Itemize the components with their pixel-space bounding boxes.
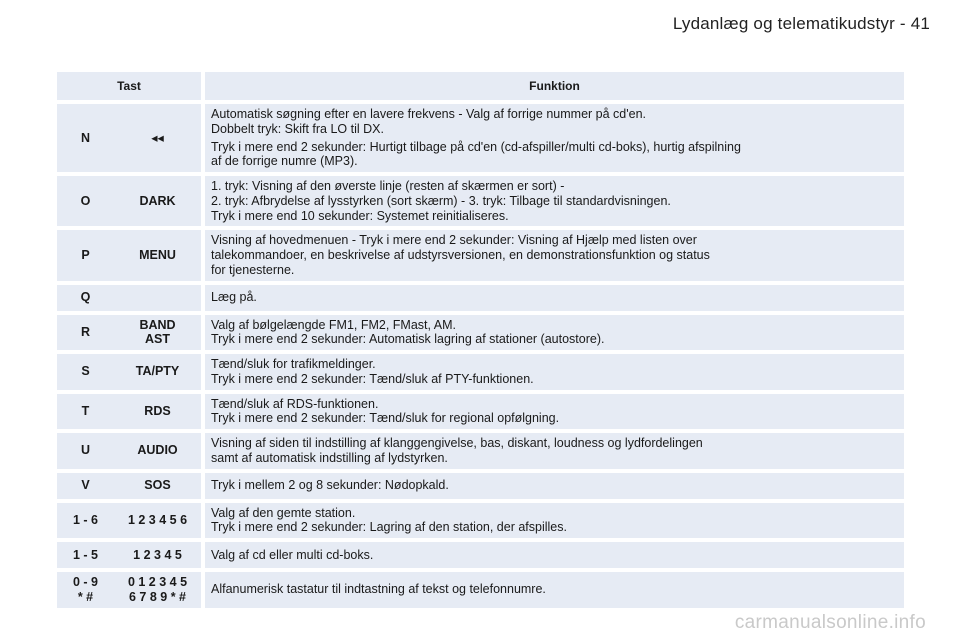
key-letter-text: T [81, 403, 90, 418]
button-label-text: 6 7 8 9 * # [129, 589, 186, 604]
key-letter-text: * # [77, 589, 94, 604]
function-description [205, 394, 904, 430]
rewind-icon: ◂◂ [151, 130, 164, 145]
table-row [57, 503, 904, 539]
description-line: Tryk i mere end 2 sekunder: Automatisk lagring af stationer (autostore). [211, 332, 605, 347]
description-line: Automatisk søgning efter en lavere frekvens - Valg af forrige nummer på cd'en. [211, 107, 646, 121]
button-label [114, 473, 205, 499]
key-letter-text: U [80, 443, 91, 458]
key-letter-text: O [80, 193, 91, 208]
table-row [57, 285, 904, 311]
key-letter [57, 230, 114, 280]
column-header-key: Tast [57, 72, 205, 100]
key-letter [57, 473, 114, 499]
key-letter [57, 433, 114, 469]
description-line: 2. tryk: Afbrydelse af lysstyrken (sort skærm) - 3. tryk: Tilbage til standardvisningen. [211, 193, 671, 208]
button-label [114, 503, 205, 539]
key-letter [57, 503, 114, 539]
key-letter [57, 315, 114, 351]
key-letter [57, 572, 114, 608]
table-row [57, 230, 904, 280]
description-line: 1. tryk: Visning af den øverste linje (resten af skærmen er sort) - [211, 179, 565, 193]
function-description [205, 176, 904, 226]
button-label-text: MENU [139, 248, 176, 262]
table-row [57, 542, 904, 568]
button-label-text: BAND [139, 317, 176, 332]
key-letter-text: P [81, 248, 90, 262]
function-description [205, 473, 904, 499]
description-line: Tryk i mere end 2 sekunder: Tænd/sluk af PTY-funktionen. [211, 371, 534, 386]
button-label-text: AST [145, 332, 170, 347]
function-description [205, 104, 904, 172]
button-label [114, 230, 205, 280]
table-row [57, 176, 904, 226]
description-line: Tryk i mellem 2 og 8 sekunder: Nødopkald. [211, 478, 449, 493]
key-letter-text: 0 - 9 [72, 575, 98, 589]
table-row [57, 104, 904, 172]
description-line: for tjenesterne. [211, 262, 295, 277]
function-description [205, 230, 904, 280]
description-line: Tænd/sluk af RDS-funktionen. [211, 396, 379, 411]
function-description [205, 433, 904, 469]
button-label-text: 1 2 3 4 5 6 [127, 512, 188, 527]
key-letter-text: 1 - 5 [72, 547, 98, 562]
description-line: Dobbelt tryk: Skift fra LO til DX. [211, 121, 384, 136]
key-letter-text: S [81, 364, 90, 379]
description-line: samt af automatisk indstilling af lydstyrken. [211, 450, 448, 465]
description-line: Valg af cd eller multi cd-boks. [211, 547, 374, 562]
button-label [114, 354, 205, 390]
function-description [205, 354, 904, 390]
watermark: carmanualsonline.info [734, 612, 926, 633]
button-label-text: TA/PTY [135, 364, 180, 379]
key-letter [57, 542, 114, 568]
button-label [114, 104, 205, 172]
button-label-text: RDS [144, 403, 171, 418]
key-letter-text: Q [80, 290, 91, 305]
description-line: Visning af hovedmenuen - Tryk i mere end 2 sekunder: Visning af Hjælp med listen over [211, 233, 697, 248]
function-description [205, 572, 904, 608]
table-header-row [57, 72, 904, 100]
button-label [114, 285, 205, 311]
button-label-text: AUDIO [137, 443, 178, 458]
page-title: Lydanlæg og telematikudstyr - 41 [672, 14, 930, 33]
key-letter-text: N [80, 130, 91, 145]
function-description [205, 315, 904, 351]
function-description [205, 285, 904, 311]
button-label-text: 1 2 3 4 5 [133, 547, 182, 562]
button-label [114, 542, 205, 568]
table-row [57, 433, 904, 469]
table-body [57, 104, 904, 608]
key-letter [57, 354, 114, 390]
table-row [57, 572, 904, 608]
button-label [114, 433, 205, 469]
column-header-function: Funktion [205, 72, 904, 100]
table-row [57, 394, 904, 430]
button-label [114, 572, 205, 608]
description-line: Tryk i mere end 2 sekunder: Lagring af den station, der afspilles. [211, 520, 567, 535]
key-letter [57, 394, 114, 430]
button-label [114, 315, 205, 351]
key-letter [57, 104, 114, 172]
button-label [114, 394, 205, 430]
description-line: Valg af den gemte station. [211, 505, 356, 520]
description-line: Visning af siden til indstilling af klanggengivelse, bas, diskant, loudness og lydfordelingen [211, 436, 703, 450]
button-label [114, 176, 205, 226]
key-letter-text: 1 - 6 [72, 512, 98, 527]
button-label-text: SOS [144, 478, 171, 493]
description-line: Tænd/sluk for trafikmeldinger. [211, 357, 376, 371]
description-line: Valg af bølgelængde FM1, FM2, FMast, AM. [211, 317, 456, 332]
description-line: af de forrige numre (MP3). [211, 154, 358, 169]
description-line: talekommandoer, en beskrivelse af udstyrsversionen, en demonstrationsfunktion og status [211, 248, 710, 262]
description-line: Læg på. [211, 290, 257, 305]
table-row [57, 473, 904, 499]
key-letter-text: V [81, 478, 90, 493]
button-label-text: DARK [139, 193, 176, 208]
key-letter [57, 285, 114, 311]
description-line: Tryk i mere end 2 sekunder: Tænd/sluk for regional opfølgning. [211, 411, 560, 426]
key-function-table [57, 68, 904, 612]
button-label-text: 0 1 2 3 4 5 [127, 575, 188, 589]
table-row [57, 354, 904, 390]
description-line: Alfanumerisk tastatur til indtastning af tekst og telefonnumre. [211, 582, 546, 597]
key-letter [57, 176, 114, 226]
key-letter-text: R [80, 324, 91, 339]
description-line: Tryk i mere end 10 sekunder: Systemet reinitialiseres. [211, 208, 509, 223]
function-description [205, 503, 904, 539]
description-line: Tryk i mere end 2 sekunder: Hurtigt tilbage på cd'en (cd-afspiller/multi cd-boks), hurtig afspilning [211, 139, 741, 154]
table-row [57, 315, 904, 351]
function-description [205, 542, 904, 568]
